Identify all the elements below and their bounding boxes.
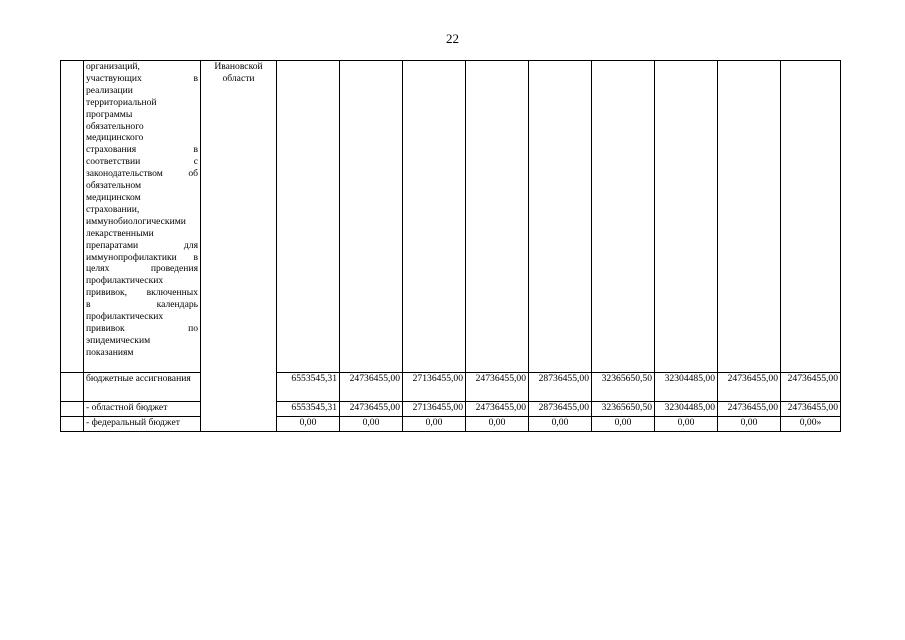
description-line: соответствии с bbox=[86, 156, 198, 168]
row-label-cell: - областной бюджет bbox=[84, 402, 201, 417]
value-cell: 32365650,50 bbox=[592, 373, 655, 402]
value-cell: 27136455,00 bbox=[403, 402, 466, 417]
description-line: эпидемическим bbox=[86, 334, 151, 346]
description-line: лекарственными bbox=[86, 227, 154, 239]
empty-value-cell bbox=[403, 61, 466, 373]
description-line: показаниям bbox=[86, 346, 134, 358]
empty-value-cell bbox=[340, 61, 403, 373]
value-cell: 28736455,00 bbox=[529, 373, 592, 402]
executor-cell: Ивановской области bbox=[201, 61, 277, 432]
value-cell: 24736455,00 bbox=[340, 373, 403, 402]
value-cell: 6553545,31 bbox=[277, 373, 340, 402]
description-line: законодательством об bbox=[86, 168, 198, 180]
value-cell: 24736455,00 bbox=[781, 373, 841, 402]
description-line: обязательного bbox=[86, 120, 144, 132]
description-line: реализации bbox=[86, 84, 133, 96]
empty-value-cell bbox=[466, 61, 529, 373]
value-cell: 27136455,00 bbox=[403, 373, 466, 402]
value-cell: 32304485,00 bbox=[655, 402, 718, 417]
budget-table bbox=[60, 60, 841, 432]
row-label-cell: - федеральный бюджет bbox=[84, 417, 201, 432]
description-line: страховании, bbox=[86, 203, 140, 215]
value-cell: 0,00 bbox=[466, 417, 529, 432]
empty-value-cell bbox=[781, 61, 841, 373]
value-cell: 28736455,00 bbox=[529, 402, 592, 417]
value-cell: 0,00 bbox=[529, 417, 592, 432]
description-line: целях проведения bbox=[86, 263, 198, 275]
value-cell: 0,00» bbox=[781, 417, 841, 432]
description-line: участвующих в bbox=[86, 72, 198, 84]
value-cell: 0,00 bbox=[403, 417, 466, 432]
description-line: иммунобиологическими bbox=[86, 215, 186, 227]
description-line: обязательном bbox=[86, 180, 142, 192]
value-cell: 0,00 bbox=[655, 417, 718, 432]
page-number: 22 bbox=[446, 31, 459, 46]
description-line: препаратами для bbox=[86, 239, 198, 251]
description-line: иммунопрофилактики в bbox=[86, 251, 198, 263]
table-row-federal-budget bbox=[61, 417, 841, 432]
empty-value-cell bbox=[655, 61, 718, 373]
value-cell: 0,00 bbox=[592, 417, 655, 432]
description-line: профилактических bbox=[86, 311, 164, 323]
value-cell: 24736455,00 bbox=[781, 402, 841, 417]
table-row-measure bbox=[61, 61, 841, 373]
value-cell: 0,00 bbox=[718, 417, 781, 432]
description-line: медицинском bbox=[86, 191, 141, 203]
value-cell: 24736455,00 bbox=[718, 373, 781, 402]
value-cell: 24736455,00 bbox=[718, 402, 781, 417]
value-cell: 32304485,00 bbox=[655, 373, 718, 402]
row-number-cell bbox=[61, 373, 84, 402]
row-number-cell bbox=[61, 61, 84, 373]
description-line: территориальной bbox=[86, 96, 157, 108]
description-line: программы bbox=[86, 108, 133, 120]
row-label-cell: бюджетные ассигнования bbox=[84, 373, 201, 402]
value-cell: 24736455,00 bbox=[340, 402, 403, 417]
value-cell: 32365650,50 bbox=[592, 402, 655, 417]
value-cell: 0,00 bbox=[277, 417, 340, 432]
value-cell: 24736455,00 bbox=[466, 402, 529, 417]
description-line: медицинского bbox=[86, 132, 144, 144]
description-line: страхования в bbox=[86, 144, 198, 156]
empty-value-cell bbox=[718, 61, 781, 373]
table-row-budget-allocations bbox=[61, 373, 841, 402]
measure-description-cell bbox=[84, 61, 201, 373]
empty-value-cell bbox=[529, 61, 592, 373]
row-number-cell bbox=[61, 402, 84, 417]
empty-value-cell bbox=[592, 61, 655, 373]
description-line: прививок, включенных bbox=[86, 287, 198, 299]
value-cell: 6553545,31 bbox=[277, 402, 340, 417]
description-line: профилактических bbox=[86, 275, 164, 287]
description-line: прививок по bbox=[86, 322, 198, 334]
value-cell: 0,00 bbox=[340, 417, 403, 432]
empty-value-cell bbox=[277, 61, 340, 373]
table-row-regional-budget bbox=[61, 402, 841, 417]
row-number-cell bbox=[61, 417, 84, 432]
description-line: в календарь bbox=[86, 299, 198, 311]
description-line: организаций, bbox=[86, 61, 140, 72]
value-cell: 24736455,00 bbox=[466, 373, 529, 402]
